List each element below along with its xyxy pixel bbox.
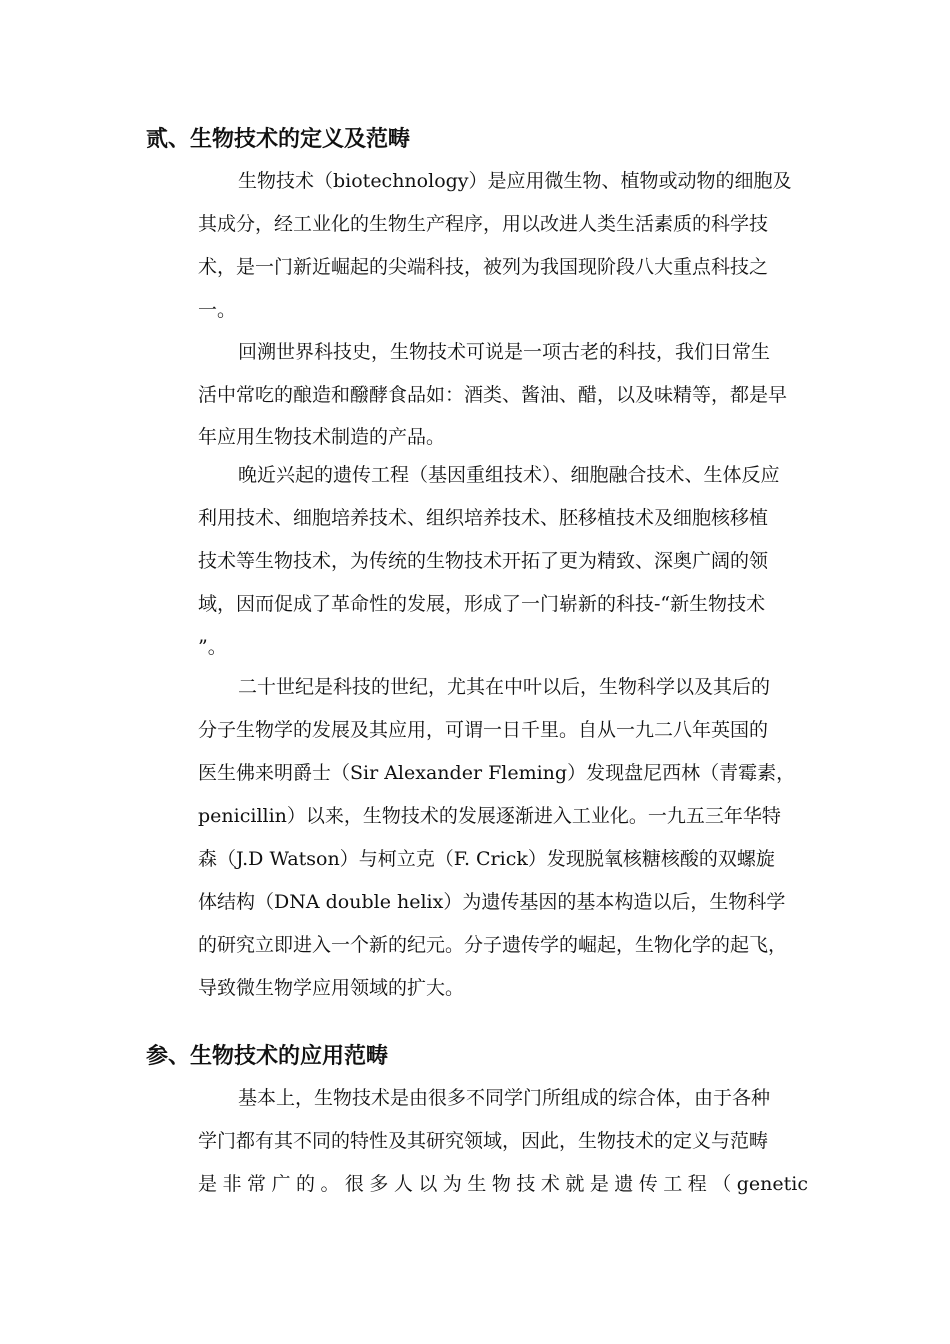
paragraph-line: 体结构（DNA double helix）为遗传基因的基本构造以后，生物科学 — [198, 891, 786, 913]
paragraph-line: 导致微生物学应用领域的扩大。 — [198, 977, 465, 999]
paragraph-line: 其成分，经工业化的生物生产程序，用以改进人类生活素质的科学技 — [198, 213, 769, 235]
paragraph-line: 学门都有其不同的特性及其研究领域，因此，生物技术的定义与范畴 — [198, 1130, 769, 1152]
paragraph-line: 医生佛来明爵士（Sir Alexander Fleming）发现盘尼西林（青霉素， — [198, 762, 796, 784]
paragraph-line: 利用技术、细胞培养技术、组织培养技术、胚移植技术及细胞核移植 — [198, 507, 769, 529]
paragraph-line: 年应用生物技术制造的产品。 — [198, 426, 446, 448]
paragraph-line: 是非常广的。很多人以为生物技术就是遗传工程（genetic — [198, 1173, 808, 1195]
section-heading-definition: 贰、生物技术的定义及范畴 — [146, 126, 411, 152]
paragraph-line: 域，因而促成了革命性的发展，形成了一门崭新的科技-“新生物技术 — [198, 593, 766, 615]
paragraph-line: 基本上，生物技术是由很多不同学门所组成的综合体，由于各种 — [238, 1087, 771, 1109]
paragraph-line: 术，是一门新近崛起的尖端科技，被列为我国现阶段八大重点科技之 — [198, 256, 769, 278]
paragraph-line: ”。 — [198, 636, 227, 658]
section-heading-applications: 参、生物技术的应用范畴 — [146, 1043, 389, 1069]
paragraph-line: 技术等生物技术，为传统的生物技术开拓了更为精致、深奥广阔的领 — [198, 550, 769, 572]
paragraph-line: 的研究立即进入一个新的纪元。分子遗传学的崛起，生物化学的起飞， — [198, 934, 788, 956]
paragraph-line: 活中常吃的酿造和醱酵食品如：酒类、酱油、醋，以及味精等，都是早 — [198, 384, 788, 406]
paragraph-line: 回溯世界科技史，生物技术可说是一项古老的科技，我们日常生 — [238, 341, 771, 363]
paragraph-line: 森（J.D Watson）与柯立克（F. Crick）发现脱氧核糖核酸的双螺旋 — [198, 848, 775, 870]
paragraph-line: 分子生物学的发展及其应用，可谓一日千里。自从一九二八年英国的 — [198, 719, 769, 741]
paragraph-line: 生物技术（biotechnology）是应用微生物、植物或动物的细胞及 — [238, 170, 792, 192]
paragraph-line: 一。 — [198, 299, 237, 321]
paragraph-line: penicillin）以来，生物技术的发展逐渐进入工业化。一九五三年华特 — [198, 805, 781, 827]
paragraph-line: 晚近兴起的遗传工程（基因重组技术）、细胞融合技术、生体反应 — [238, 464, 780, 486]
paragraph-line: 二十世纪是科技的世纪，尤其在中叶以后，生物科学以及其后的 — [238, 676, 771, 698]
